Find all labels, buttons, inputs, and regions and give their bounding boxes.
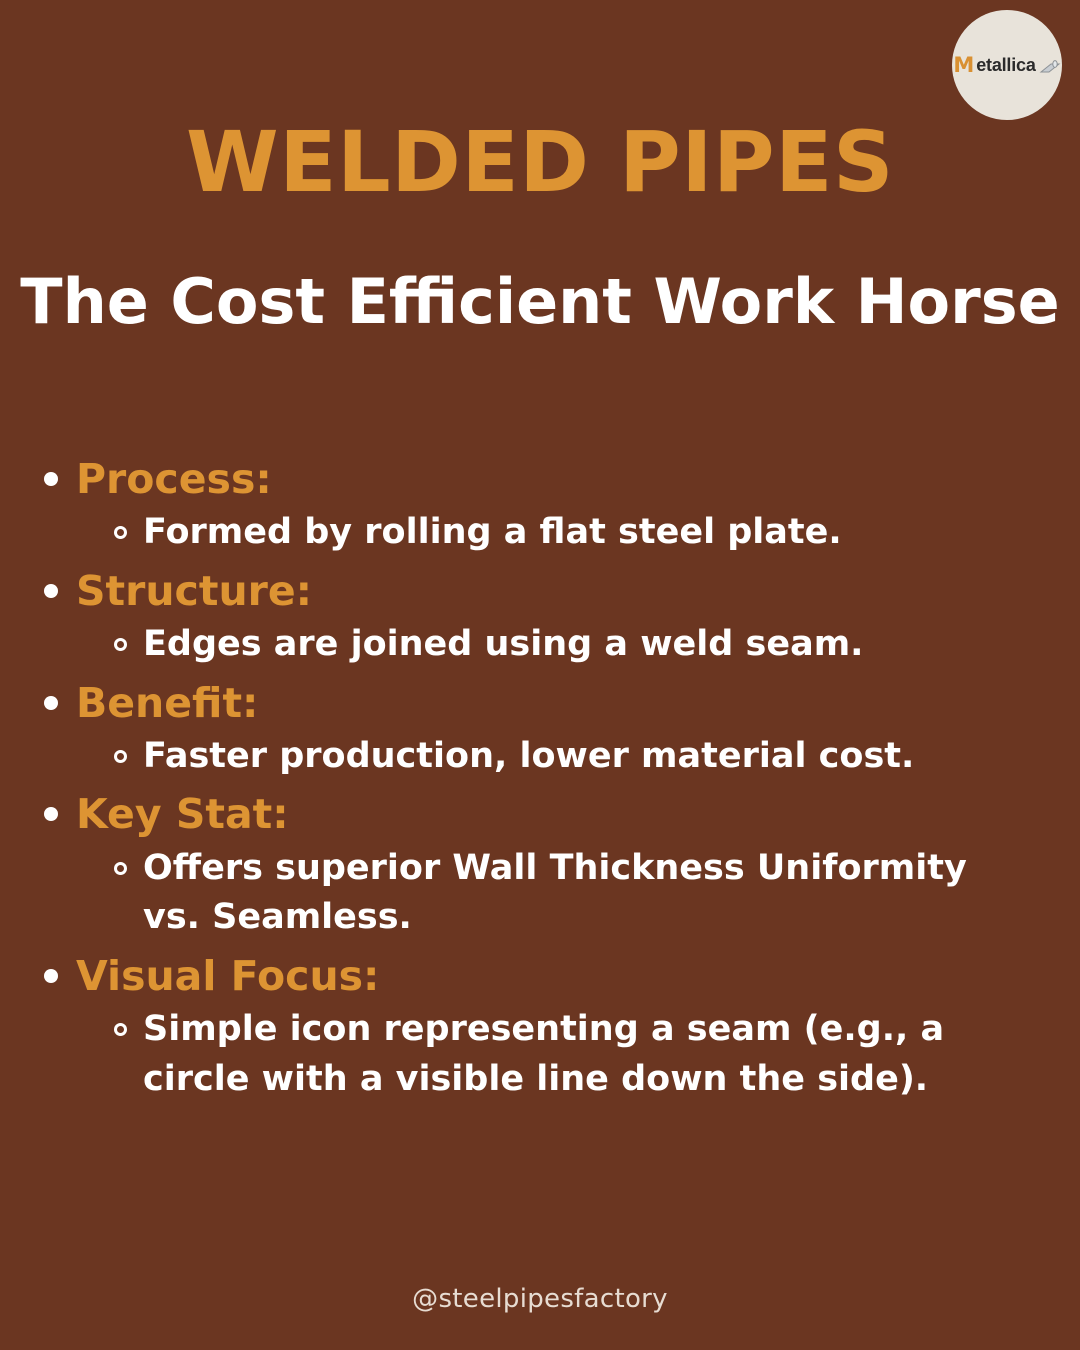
- bullet-label: Benefit:: [76, 678, 259, 727]
- list-item: [30, 564, 1050, 670]
- bullet-detail: Faster production, lower material cost.: [143, 735, 915, 776]
- bullet-dot-icon: [44, 696, 58, 710]
- bullet-primary-row: [30, 452, 1050, 506]
- page-subtitle: The Cost Efficient Work Horse: [20, 265, 1060, 338]
- bullet-label: Process:: [76, 455, 272, 503]
- bullet-circle-icon: [114, 638, 127, 651]
- bullet-dot-icon: [44, 584, 58, 598]
- bullet-dot-icon: [44, 472, 58, 486]
- bullet-primary-row: [30, 949, 1050, 1003]
- logo-wordmark: [953, 52, 1060, 77]
- bullet-circle-icon: [114, 862, 127, 875]
- pipe-icon: [1039, 60, 1061, 76]
- list-item: [30, 452, 1050, 558]
- bullet-label: Visual Focus:: [76, 951, 380, 1000]
- bullet-list: [30, 452, 1050, 1104]
- brand-logo-badge: [952, 10, 1062, 120]
- bullet-secondary-row: [30, 732, 1050, 782]
- list-item: [30, 949, 1050, 1104]
- bullet-list-container: [30, 452, 1050, 1110]
- social-handle: @steelpipesfactory: [412, 1284, 668, 1314]
- bullet-detail: Formed by rolling a flat steel plate.: [143, 512, 842, 553]
- bullet-detail: Simple icon representing a seam (e.g., a circle with a visible line down the side).: [143, 1008, 945, 1099]
- bullet-dot-icon: [44, 969, 58, 983]
- bullet-circle-icon: [114, 526, 127, 539]
- list-item: [30, 787, 1050, 942]
- bullet-circle-icon: [114, 750, 127, 763]
- bullet-detail: Offers superior Wall Thickness Uniformity vs. Seamless.: [143, 847, 967, 938]
- logo-initial: M: [953, 52, 975, 77]
- bullet-primary-row: [30, 564, 1050, 618]
- bullet-secondary-row: [30, 1005, 1050, 1104]
- bullet-label: Key Stat:: [76, 790, 289, 839]
- bullet-detail: Edges are joined using a weld seam.: [143, 623, 864, 664]
- bullet-secondary-row: [30, 620, 1050, 670]
- bullet-label: Structure:: [76, 566, 313, 615]
- page-title: WELDED PIPES: [186, 113, 894, 211]
- list-item: [30, 676, 1050, 782]
- bullet-dot-icon: [44, 807, 58, 821]
- logo-name: etallica: [976, 55, 1036, 75]
- bullet-primary-row: [30, 787, 1050, 841]
- bullet-primary-row: [30, 676, 1050, 730]
- bullet-circle-icon: [114, 1023, 127, 1036]
- bullet-secondary-row: [30, 844, 1050, 943]
- bullet-secondary-row: [30, 508, 1050, 558]
